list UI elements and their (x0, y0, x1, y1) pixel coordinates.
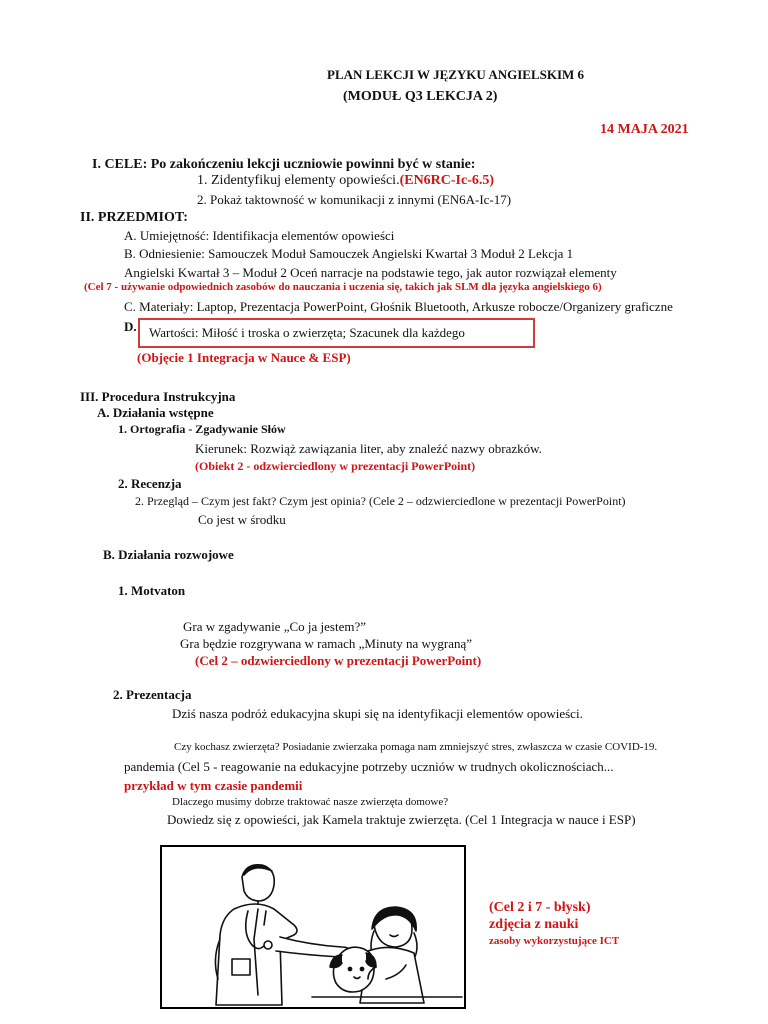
czy-kochasz-text: Czy kochasz zwierzęta? Posiadanie zwierzaka pomaga nam zmniejszyć stres, zwłaszcza w czasie COVID-19. (174, 741, 658, 753)
cele-heading: I. CELE: Po zakończeniu lekcji uczniowie powinni być w stanie: (92, 157, 476, 172)
lesson-plan-title: PLAN LEKCJI W JĘZYKU ANGIELSKIM 6 (327, 67, 585, 82)
module-subtitle: (MODUŁ Q3 LEKCJA 2) (343, 89, 498, 104)
cele-item-1-code: (EN6RC-Ic-6.5) (399, 173, 495, 188)
lesson-date: 14 MAJA 2021 (600, 122, 689, 137)
gra-line-2: Gra będzie rozgrywana w ramach „Minuty na wygraną” (180, 636, 473, 651)
dzialania-rozwojowe-heading: B. Działania rozwojowe (103, 547, 234, 562)
przyklad-note: przykład w tym czasie pandemii (124, 778, 303, 793)
cele-item-2: 2. Pokaż taktowność w komunikacji z innymi (EN6A-Ic-17) (197, 192, 512, 207)
dowiedz-text: Dowiedz się z opowieści, jak Kamela traktuje zwierzęta. (Cel 1 Integracja w nauce i ESP) (167, 812, 636, 827)
objecie-note: (Objęcie 1 Integracja w Nauce & ESP) (137, 350, 351, 365)
przeglad-text: 2. Przegląd – Czym jest fakt? Czym jest opinia? (Cele 2 – odzwierciedlone w prezentacji PowerPoint) (135, 494, 626, 508)
co-jest-text: Co jest w środku (198, 512, 286, 527)
side-note-line-3: zasoby wykorzystujące ICT (489, 935, 620, 947)
przedmiot-c: C. Materiały: Laptop, Prezentacja PowerPoint, Głośnik Bluetooth, Arkusze robocze/Organizery graficzne (124, 299, 673, 314)
cel2-note: (Cel 2 – odzwierciedlony w prezentacji PowerPoint) (195, 653, 482, 668)
dzialania-wstepne-heading: A. Działania wstępne (97, 405, 214, 420)
przedmiot-b: B. Odniesienie: Samouczek Moduł Samouczek Angielski Kwartał 3 Moduł 2 Lekcja 1 (124, 246, 574, 261)
cel7-note: (Cel 7 - używanie odpowiednich zasobów do nauczania i uczenia się, takich jak SLM dla języka angielskiego 6) (84, 281, 602, 293)
dzis-text: Dziś nasza podróż edukacyjna skupi się na identyfikacji elementów opowieści. (172, 706, 583, 721)
gra-line-1: Gra w zgadywanie „Co ja jestem?” (183, 619, 367, 634)
przedmiot-d-label: D. (124, 319, 137, 334)
cele-item-1 (197, 173, 494, 189)
cele-item-1-text: 1. Zidentyfikuj elementy opowieści. (197, 173, 400, 188)
prezentacja-heading: 2. Prezentacja (113, 687, 192, 702)
procedura-heading: III. Procedura Instrukcyjna (80, 389, 236, 404)
przedmiot-heading: II. PRZEDMIOT: (80, 210, 188, 225)
vet-with-child-illustration (162, 847, 464, 1007)
przedmiot-b-continued: Angielski Kwartał 3 – Moduł 2 Oceń narracje na podstawie tego, jak autor rozwiązał elementy (124, 265, 617, 280)
motywacja-heading: 1. Motvaton (118, 583, 186, 598)
recenzja-heading: 2. Recenzja (118, 476, 182, 491)
side-note-line-2: zdjęcia z nauki (489, 917, 579, 932)
ortografia-heading: 1. Ortografia - Zgadywanie Słów (118, 422, 286, 436)
values-text: Wartości: Miłość i troska o zwierzęta; Szacunek dla każdego (149, 325, 465, 340)
dlaczego-text: Dlaczego musimy dobrze traktować nasze zwierzęta domowe? (172, 796, 449, 808)
vet-illustration (160, 845, 466, 1009)
kierunek-text: Kierunek: Rozwiąż zawiązania liter, aby znaleźć nazwy obrazków. (195, 441, 542, 456)
side-note-line-1: (Cel 2 i 7 - błysk) (489, 900, 591, 915)
przedmiot-a: A. Umiejętność: Identifikacja elementów opowieści (124, 228, 395, 243)
obiekt2-note: (Obiekt 2 - odzwierciedlony w prezentacji PowerPoint) (195, 459, 476, 473)
pandemia-text: pandemia (Cel 5 - reagowanie na edukacyjne potrzeby uczniów w trudnych okolicznościach... (124, 759, 614, 774)
